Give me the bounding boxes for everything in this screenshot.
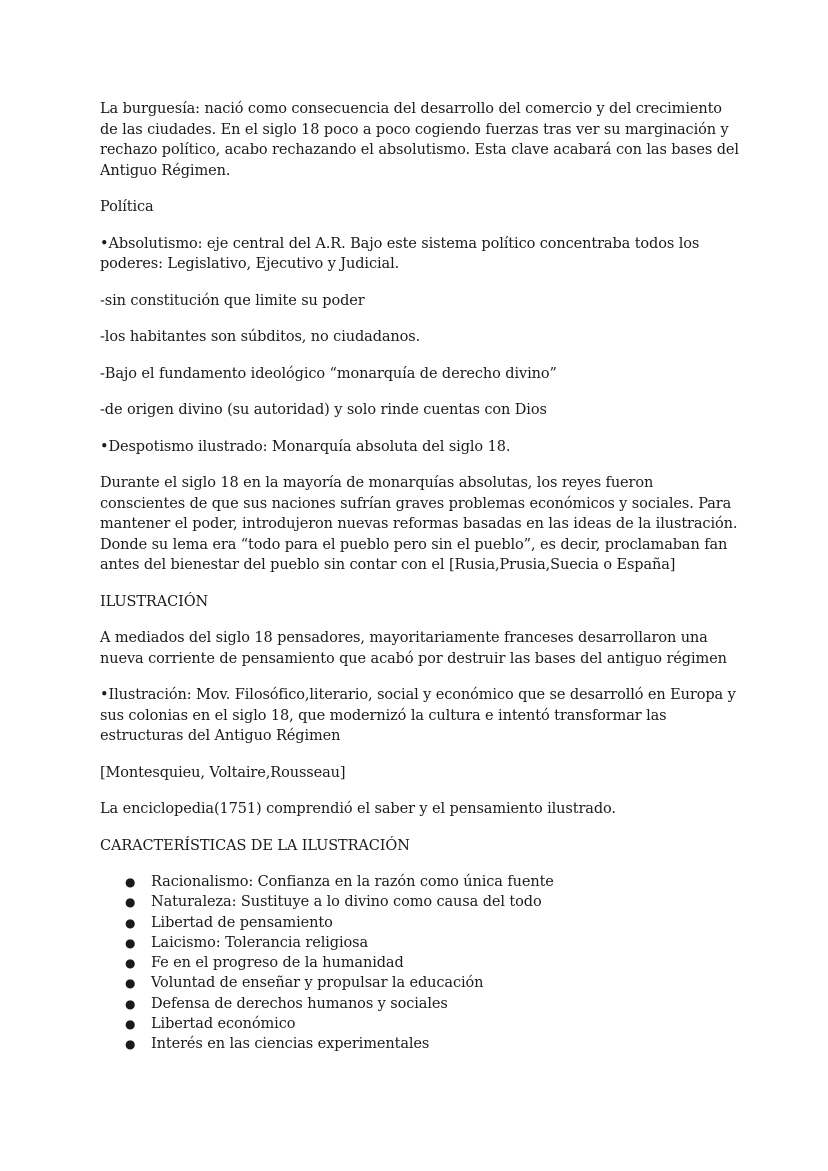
bullet-icon: ● (125, 915, 136, 930)
paragraph-burguesia: La burguesía: nació como consecuencia del desarrollo del comercio y del crecimiento de las ciudades. En el siglo 18 poco a poco cogiendo fuerzas tras ver su marginación y rechazo político, acabo rechazando el absolutismo. Esta clave acabará con las bases del Antiguo Régimen. (100, 101, 739, 179)
line-pensadores: [Montesquieu, Voltaire,Rousseau] (100, 764, 346, 781)
list-item: ● Defensa de derechos humanos y sociales (151, 994, 740, 1014)
caracteristicas-list (100, 872, 740, 1055)
paragraph-despotismo: •Despotismo ilustrado: Monarquía absoluta del siglo 18. (100, 438, 511, 455)
paragraph-ilustracion-definicion: •Ilustración: Mov. Filosófico,literario, social y económico que se desarrolló en Europa y sus colonias en el siglo 18, que modernizó la cultura e intentó transformar las estructuras del Antiguo Régimen (100, 687, 736, 744)
list-item: ● Libertad económico (151, 1014, 740, 1034)
line-fundamento: -Bajo el fundamento ideológico “monarquía de derecho divino” (100, 365, 557, 382)
line-origen-divino: -de origen divino (su autoridad) y solo rinde cuentas con Dios (100, 402, 547, 418)
line-habitantes: -los habitantes son súbditos, no ciudadanos. (100, 329, 421, 345)
bullet-icon: ● (125, 895, 136, 910)
list-item: ● Voluntad de enseñar y propulsar la educación (151, 973, 740, 993)
list-item: ● Laicismo: Tolerancia religiosa (151, 933, 740, 953)
bullet-icon: ● (125, 976, 136, 991)
paragraph-absolutismo: •Absolutismo: eje central del A.R. Bajo este sistema político concentraba todos los poderes: Legislativo, Ejecutivo y Judicial. (100, 235, 700, 272)
list-item: ● Interés en las ciencias experimentales (151, 1034, 740, 1054)
list-item: ● Racionalismo: Confianza en la razón como única fuente (151, 872, 740, 892)
bullet-icon: ● (125, 956, 136, 971)
paragraph-durante: Durante el siglo 18 en la mayoría de monarquías absolutas, los reyes fueron conscientes de que sus naciones sufrían graves problemas económicos y sociales. Para mantener el poder, introdujeron nuevas reformas basadas en las ideas de la ilustración. Donde su lema era “todo para el pueblo pero sin el pueblo”, es decir, proclamaban fan antes del bienestar del pueblo sin contar con el [Rusia,Prusia,Suecia o España] (100, 475, 738, 573)
section-title-ilustracion: ILUSTRACIÓN (100, 593, 209, 610)
paragraph-mediados: A mediados del siglo 18 pensadores, mayoritariamente franceses desarrollaron una nueva corriente de pensamiento que acabó por destruir las bases del antiguo régimen (100, 630, 727, 667)
section-title-politica: Política (100, 199, 154, 215)
bullet-icon: ● (125, 935, 136, 950)
list-item: ● Fe en el progreso de la humanidad (151, 953, 740, 973)
list-item: ● Libertad de pensamiento (151, 913, 740, 933)
bullet-icon: ● (125, 1037, 136, 1052)
section-title-caracteristicas: CARACTERÍSTICAS DE LA ILUSTRACIÓN (100, 837, 410, 854)
bullet-icon: ● (125, 1017, 136, 1032)
bullet-icon: ● (125, 875, 136, 889)
bullet-icon: ● (125, 996, 136, 1011)
line-enciclopedia: La enciclopedia(1751) comprendió el saber y el pensamiento ilustrado. (100, 801, 616, 817)
document-page (100, 99, 740, 1055)
line-sin-constitucion: -sin constitución que limite su poder (100, 292, 365, 309)
list-item: ● Naturaleza: Sustituye a lo divino como causa del todo (151, 892, 740, 912)
